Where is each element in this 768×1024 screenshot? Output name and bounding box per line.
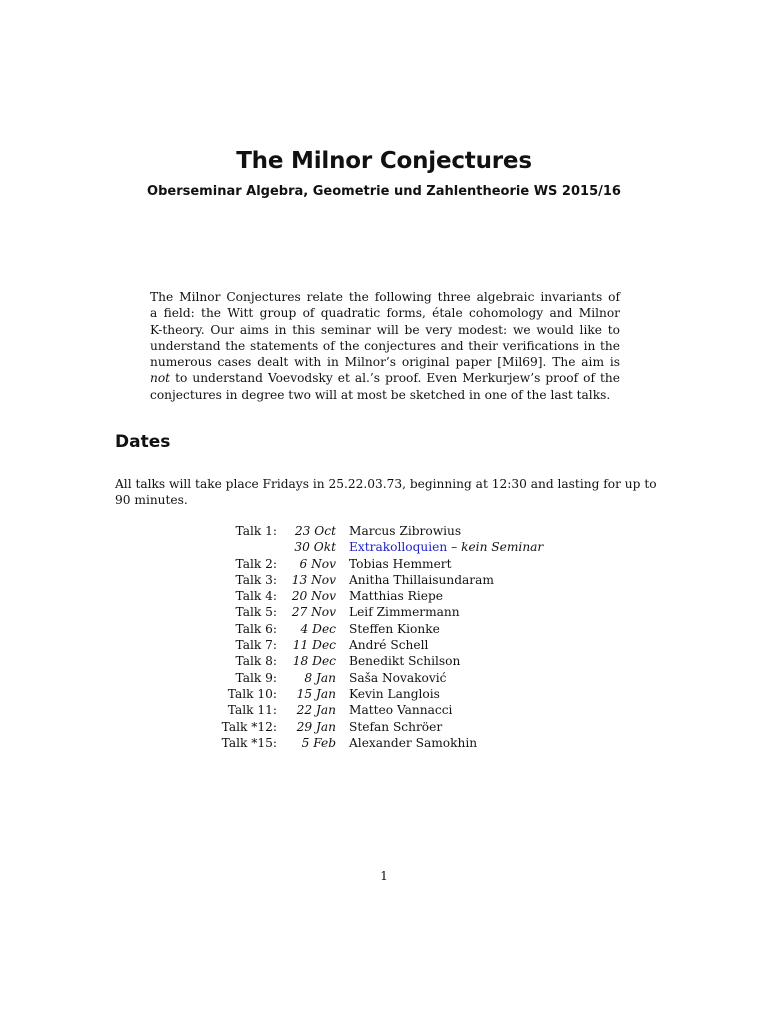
talk-row [0, 735, 768, 751]
talk-schedule [0, 523, 768, 751]
talk-row [0, 588, 768, 604]
talk-number: Talk 2: [235, 556, 277, 571]
talk-date: 30 Okt [294, 540, 336, 555]
talk-row [0, 604, 768, 620]
talk-number: Talk 7: [235, 638, 277, 653]
talk-date: 11 Dec [292, 638, 336, 653]
talk-row [0, 686, 768, 702]
talk-row [0, 572, 768, 588]
document-title: The Milnor Conjectures [236, 148, 532, 174]
talk-row [0, 637, 768, 653]
talk-date: 13 Nov [291, 572, 336, 587]
talk-row [0, 719, 768, 735]
talk-date: 8 Jan [304, 670, 336, 685]
talk-speaker: Matteo Vannacci [349, 703, 453, 718]
talk-row [0, 556, 768, 572]
talk-number: Talk 6: [235, 621, 277, 636]
dates-intro [115, 476, 655, 509]
talk-speaker: Alexander Samokhin [349, 735, 478, 750]
dash: – [447, 540, 462, 555]
talk-number: Talk 8: [235, 654, 277, 669]
talk-date: 22 Jan [296, 703, 336, 718]
talk-row [0, 523, 768, 539]
talk-date: 18 Dec [292, 654, 336, 669]
talk-date: 20 Nov [291, 589, 336, 604]
talk-note: kein Seminar [461, 540, 544, 555]
abstract-line [150, 370, 620, 386]
emphasis-not: not [150, 371, 171, 386]
talk-date: 4 Dec [300, 621, 336, 636]
talk-number: Talk 9: [235, 670, 277, 685]
abstract-line: numerous cases dealt with in Milnor’s original paper [Mil69]. The aim is [150, 355, 620, 370]
abstract-line: The Milnor Conjectures relate the following three algebraic invariants of [150, 290, 620, 304]
talk-number: Talk 5: [235, 605, 277, 620]
talk-speaker: Stefan Schröer [349, 719, 443, 734]
abstract-line-rest: to understand Voevodsky et al.’s proof. Even Merkurjew’s proof of the [170, 371, 620, 386]
talk-date: 23 Oct [294, 524, 336, 538]
talk-speaker: Kevin Langlois [349, 686, 440, 701]
talk-number: Talk *12: [221, 719, 277, 734]
dates-intro-line: 90 minutes. [115, 493, 188, 508]
talk-row [0, 653, 768, 669]
abstract-line: a field: the Witt group of quadratic forms, étale cohomology and Milnor [150, 306, 620, 321]
talk-number: Talk 10: [227, 686, 277, 701]
talk-speaker: Tobias Hemmert [349, 556, 452, 571]
talk-number: Talk 11: [227, 703, 277, 718]
talk-speaker: Saša Novaković [349, 670, 447, 685]
talk-number: Talk 1: [235, 524, 277, 538]
talk-row [0, 670, 768, 686]
talk-date: 15 Jan [296, 686, 336, 701]
section-heading-dates: Dates [115, 432, 171, 452]
abstract-paragraph [150, 289, 620, 403]
talk-number: Talk 4: [235, 589, 277, 604]
abstract-line: conjectures in degree two will at most be sketched in one of the last talks. [150, 387, 611, 402]
page-number: 1 [380, 869, 388, 883]
talk-row [0, 621, 768, 637]
document-subtitle: Oberseminar Algebra, Geometrie und Zahlentheorie WS 2015/16 [147, 184, 621, 199]
talk-row [0, 539, 768, 555]
talk-speaker: Leif Zimmermann [349, 605, 460, 620]
dates-intro-line: All talks will take place Fridays in 25.22.03.73, beginning at 12:30 and lasting for up to [115, 477, 657, 491]
talk-speaker: Marcus Zibrowius [349, 524, 462, 538]
talk-speaker-cell [349, 539, 543, 555]
talk-date: 5 Feb [301, 735, 336, 750]
talk-row [0, 702, 768, 718]
abstract-line: K-theory. Our aims in this seminar will be very modest: we would like to [150, 322, 620, 337]
talk-speaker: Steffen Kionke [349, 621, 440, 636]
talk-number: Talk 3: [235, 572, 277, 587]
abstract-line: understand the statements of the conjectures and their verifications in the [150, 338, 620, 353]
talk-speaker: Matthias Riepe [349, 589, 443, 604]
talk-speaker: André Schell [349, 638, 429, 653]
extrakolloquien-link[interactable]: Extrakolloquien [349, 540, 448, 555]
talk-number: Talk *15: [221, 735, 277, 750]
talk-date: 27 Nov [291, 605, 336, 620]
talk-date: 29 Jan [296, 719, 336, 734]
talk-date: 6 Nov [299, 556, 336, 571]
talk-speaker: Benedikt Schilson [349, 654, 461, 669]
talk-speaker: Anitha Thillaisundaram [349, 572, 494, 587]
